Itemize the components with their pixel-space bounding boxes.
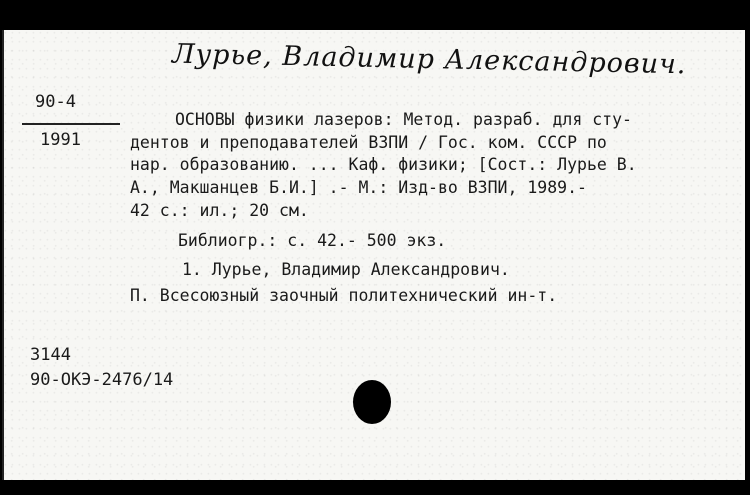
punch-hole	[353, 380, 391, 424]
scan-border-bottom	[0, 480, 750, 495]
card-code: 90-ОКЭ-2476/14	[30, 370, 174, 390]
description-line: 42 с.: ил.; 20 см.	[130, 201, 309, 220]
classification-divider	[22, 123, 120, 125]
description-line: ОСНОВЫ физики лазеров: Метод. разраб. для сту-	[175, 110, 632, 129]
description-line: нар. образованию. ... Каф. физики; [Сост.: Лурье В.	[130, 155, 637, 174]
classification-number: 90-4	[35, 92, 76, 112]
subject-entry: 1. Лурье, Владимир Александрович.	[182, 260, 510, 279]
inventory-number: 3144	[30, 345, 71, 365]
corporate-entry: П. Всесоюзный заочный политехнический ин-т.	[130, 286, 558, 305]
handwritten-author-heading: Лурье, Владимир Александрович.	[171, 38, 687, 81]
year-mark: 1991	[40, 130, 81, 150]
description-line: А., Макшанцев Б.И.] .- М.: Изд-во ВЗПИ, 1989.-	[130, 178, 587, 197]
bibliography-note: Библиогр.: с. 42.- 500 экз.	[178, 231, 447, 250]
description-line: дентов и преподавателей ВЗПИ / Гос. ком. СССР по	[130, 133, 607, 152]
scan-border-right	[745, 0, 750, 495]
